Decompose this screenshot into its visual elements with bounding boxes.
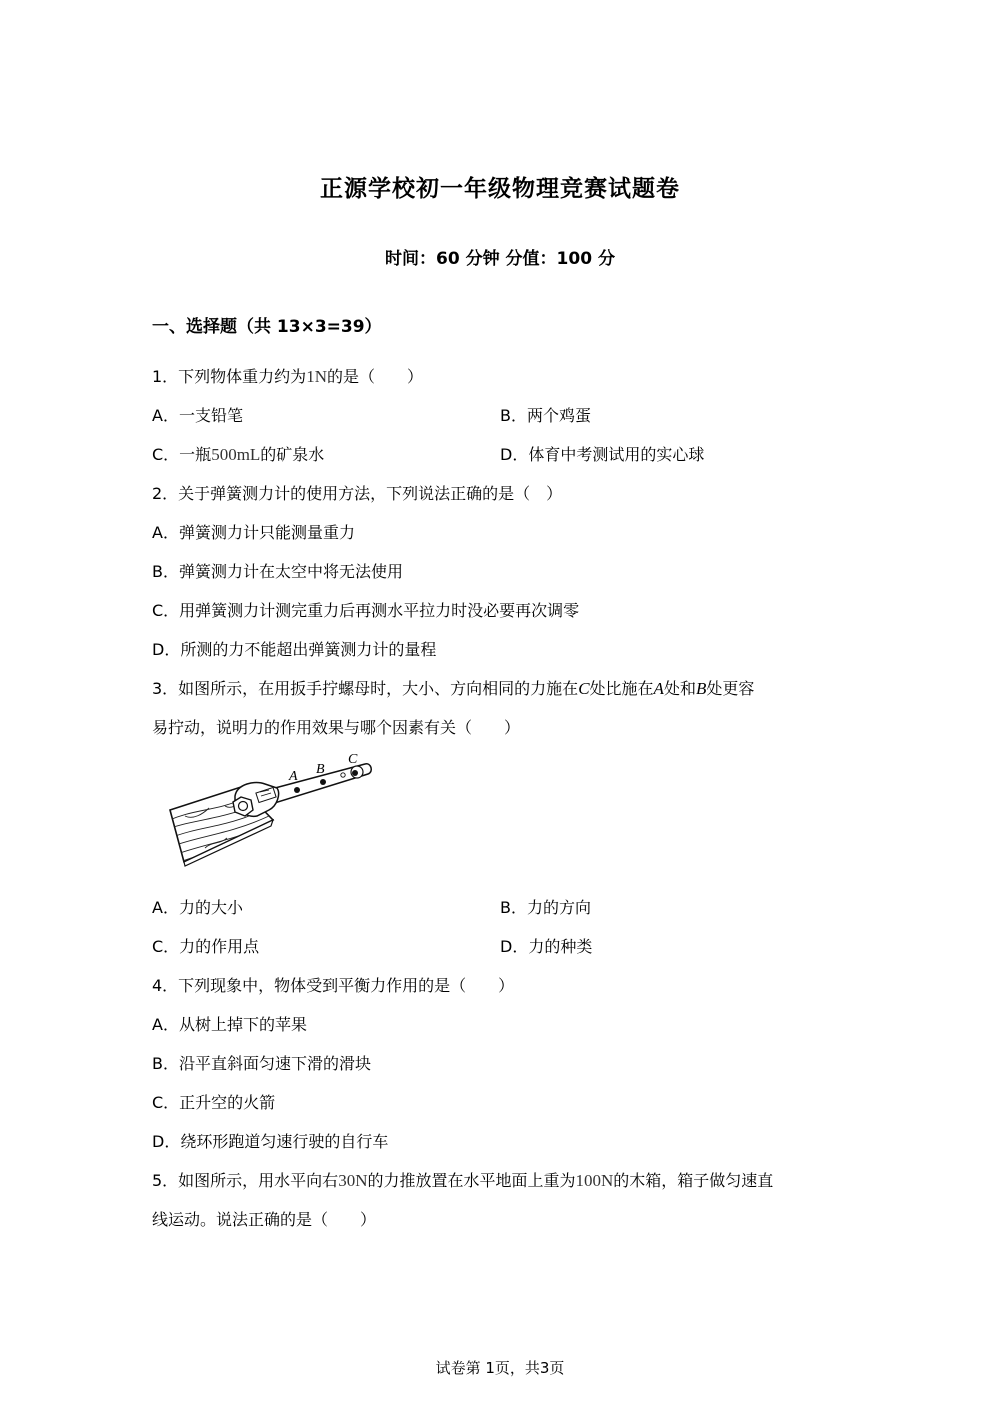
q2-stem: 2．关于弹簧测力计的使用方法，下列说法正确的是（ ）: [152, 484, 563, 503]
q3-var-a: A: [653, 679, 664, 698]
section-heading: 一、选择题（共 13×3=39）: [152, 317, 382, 337]
q3-option-a: A．力的大小: [152, 898, 243, 917]
q3-option-b: B．力的方向: [500, 898, 591, 917]
q4-option-c: C．正升空的火箭: [152, 1093, 276, 1112]
page-footer: 试卷第 1页，共3页: [435, 1359, 565, 1377]
q1-stem-pre: 1．下列物体重力约为: [152, 367, 307, 386]
q1-option-c-pre: C．一瓶: [152, 445, 212, 464]
q5-stem-line2: 线运动。说法正确的是（ ）: [152, 1210, 377, 1229]
q3-stem-part3: 处和: [663, 679, 696, 698]
q3-stem-line2: 易拧动，说明力的作用效果与哪个因素有关（ ）: [152, 718, 521, 737]
q1-option-c: [152, 445, 324, 465]
point-b: [320, 779, 326, 785]
q1-option-c-unit: 500mL: [211, 445, 261, 464]
wrench-figure: [165, 750, 375, 868]
q4-stem: 4．下列现象中，物体受到平衡力作用的是（ ）: [152, 976, 515, 995]
label-b: B: [316, 762, 325, 777]
label-a: A: [289, 769, 298, 784]
label-c: C: [348, 752, 358, 767]
q5-stem-part2: 的力推放置在水平地面上重为: [367, 1171, 576, 1190]
q3-var-b: B: [695, 679, 707, 698]
exam-title: 正源学校初一年级物理竞赛试题卷: [320, 176, 680, 202]
exam-subtitle: 时间：60 分钟 分值：100 分: [385, 249, 615, 269]
q5-stem-part1: 5．如图所示，用水平向右: [152, 1171, 339, 1190]
q4-option-a: A．从树上掉下的苹果: [152, 1015, 307, 1034]
wrench: [235, 764, 371, 817]
q2-option-d: D．所测的力不能超出弹簧测力计的量程: [152, 640, 437, 659]
q3-option-d: D．力的种类: [500, 937, 593, 956]
q3-stem-line1: [152, 679, 754, 699]
q1-stem: [152, 367, 423, 387]
q1-option-b: B．两个鸡蛋: [500, 406, 591, 425]
point-c: [352, 770, 358, 776]
q2-option-b: B．弹簧测力计在太空中将无法使用: [152, 562, 403, 581]
q1-option-d: D．体育中考测试用的实心球: [500, 445, 705, 464]
q5-stem-part3: 的木箱，箱子做匀速直: [613, 1171, 774, 1190]
q5-weight: 100N: [575, 1171, 614, 1190]
point-a: [294, 787, 300, 793]
q1-stem-post: 的是（ ）: [326, 367, 423, 386]
q3-stem-part2: 处比施在: [589, 679, 654, 698]
q4-option-d: D．绕环形跑道匀速行驶的自行车: [152, 1132, 389, 1151]
q1-stem-unit: 1N: [306, 367, 327, 386]
q1-option-c-post: 的矿泉水: [260, 445, 325, 464]
q5-stem-line1: [152, 1171, 773, 1191]
q3-stem-part1: 3．如图所示，在用扳手拧螺母时，大小、方向相同的力施在: [152, 679, 579, 698]
q3-option-c: C．力的作用点: [152, 937, 260, 956]
q3-stem-part4: 处更容: [706, 679, 755, 698]
q4-option-b: B．沿平直斜面匀速下滑的滑块: [152, 1054, 371, 1073]
q3-var-c: C: [578, 679, 590, 698]
q2-option-a: A．弹簧测力计只能测量重力: [152, 523, 355, 542]
q5-force: 30N: [338, 1171, 368, 1190]
q2-option-c: C．用弹簧测力计测完重力后再测水平拉力时没必要再次调零: [152, 601, 580, 620]
q1-option-a: A．一支铅笔: [152, 406, 243, 425]
